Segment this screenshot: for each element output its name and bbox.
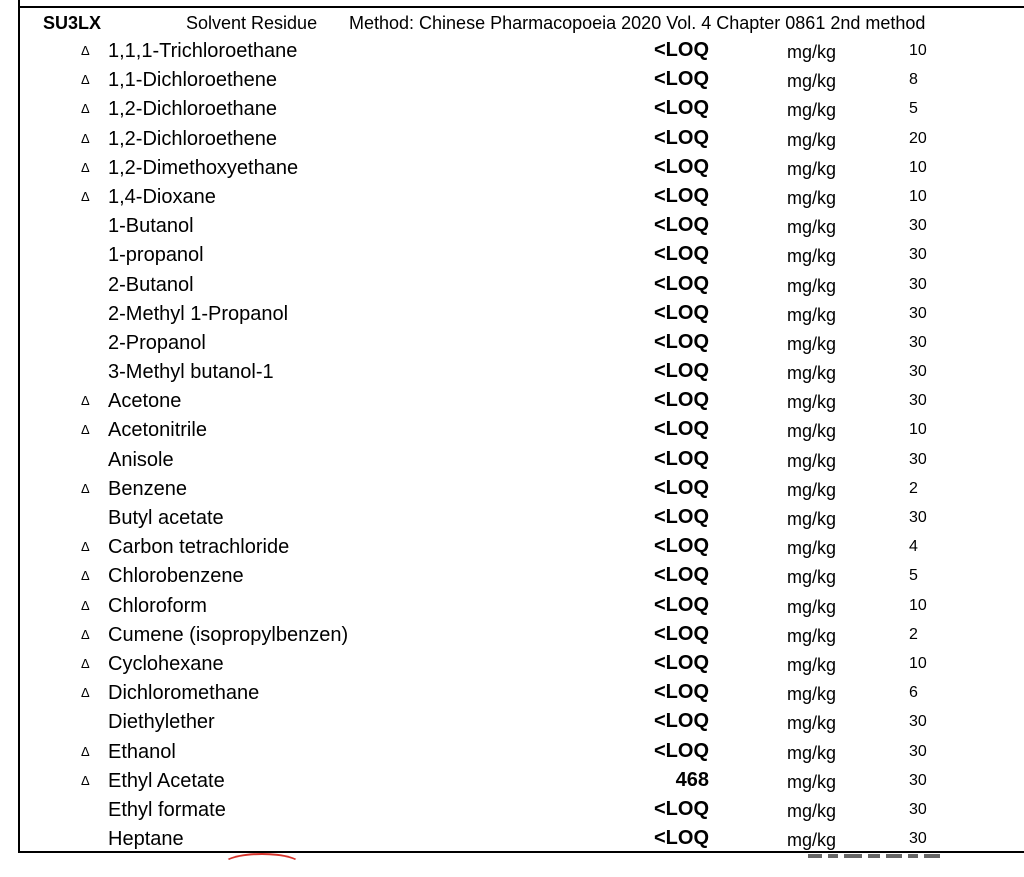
table-row (0, 212, 1024, 241)
analyte-name: Cyclohexane (108, 652, 224, 675)
result-value: <LOQ (653, 214, 709, 237)
unit-label: mg/kg (787, 363, 837, 384)
unit-label: mg/kg (787, 830, 837, 851)
analyte-name: 1,2-Dichloroethene (108, 127, 277, 150)
unit-label: mg/kg (787, 158, 837, 179)
limit-value: 2 (909, 625, 918, 643)
limit-value: 30 (909, 800, 927, 818)
table-row (0, 241, 1024, 270)
result-value: <LOQ (653, 360, 709, 383)
result-value: <LOQ (653, 506, 709, 528)
analyte-name: Chlorobenzene (108, 565, 244, 588)
table-row (0, 300, 1024, 329)
unit-label: mg/kg (787, 100, 837, 121)
limit-value: 4 (909, 538, 918, 556)
limit-value: 30 (909, 830, 927, 848)
test-code: SU3LX (43, 13, 102, 33)
result-value: <LOQ (653, 710, 709, 733)
limit-value: 10 (909, 596, 927, 614)
table-row (0, 504, 1024, 533)
triangle-icon: Δ (81, 43, 90, 58)
unit-label: mg/kg (787, 450, 837, 471)
table-row (0, 825, 1024, 854)
triangle-icon: Δ (81, 597, 90, 613)
limit-value: 30 (909, 363, 927, 381)
analyte-name: 1,4-Dioxane (108, 185, 216, 208)
limit-value: 10 (909, 158, 927, 176)
limit-value: 30 (909, 450, 927, 468)
analyte-name: Ethanol (108, 740, 176, 763)
limit-value: 8 (909, 71, 918, 89)
limit-value: 30 (909, 392, 927, 410)
table-row (0, 708, 1024, 737)
analyte-name: Ethyl formate (108, 798, 226, 821)
result-value: <LOQ (653, 651, 709, 674)
analyte-name: 2-Methyl 1-Propanol (108, 302, 289, 325)
limit-value: 10 (909, 187, 927, 205)
test-title: Solvent Residue (186, 13, 318, 33)
stamp-fragment (222, 853, 302, 877)
analyte-name: Butyl acetate (108, 507, 224, 529)
unit-label: mg/kg (787, 421, 837, 442)
unit-label: mg/kg (787, 304, 837, 325)
triangle-icon: Δ (81, 130, 90, 146)
table-row (0, 533, 1024, 562)
analyte-name: Dichloromethane (108, 682, 260, 705)
unit-label: mg/kg (787, 42, 837, 62)
analyte-name: 1-Butanol (108, 215, 194, 238)
unit-label: mg/kg (787, 800, 837, 821)
limit-value: 10 (909, 421, 927, 439)
limit-value: 2 (909, 479, 918, 497)
analyte-name: Benzene (108, 477, 187, 500)
limit-value: 30 (909, 713, 927, 731)
results-table (0, 37, 1024, 854)
result-value: <LOQ (653, 564, 709, 587)
unit-label: mg/kg (787, 275, 837, 296)
result-value: <LOQ (653, 622, 709, 645)
analyte-name: 3-Methyl butanol-1 (108, 361, 274, 384)
analyte-name: Diethylether (108, 711, 215, 734)
result-value: <LOQ (653, 155, 709, 178)
limit-value: 10 (909, 42, 927, 59)
result-value: <LOQ (653, 681, 709, 704)
unit-label: mg/kg (787, 596, 837, 617)
analyte-name: 1-propanol (108, 244, 204, 267)
result-value: <LOQ (653, 126, 709, 149)
unit-label: mg/kg (787, 625, 837, 646)
triangle-icon: Δ (81, 568, 90, 584)
triangle-icon: Δ (81, 72, 90, 88)
analyte-name: Acetone (108, 390, 182, 413)
triangle-icon: Δ (81, 393, 90, 409)
result-value: <LOQ (653, 68, 709, 91)
result-value: <LOQ (653, 418, 709, 441)
triangle-icon: Δ (81, 188, 90, 204)
limit-value: 30 (909, 246, 927, 264)
result-value: <LOQ (653, 301, 709, 324)
analyte-name: 1,1-Dichloroethene (108, 69, 277, 92)
section-header (0, 8, 1024, 36)
result-value: <LOQ (653, 593, 709, 616)
unit-label: mg/kg (787, 654, 837, 675)
unit-label: mg/kg (787, 392, 837, 413)
limit-value: 20 (909, 129, 927, 147)
unit-label: mg/kg (787, 187, 837, 208)
analyte-name: Chloroform (108, 594, 207, 617)
table-row (0, 767, 1024, 796)
triangle-icon: Δ (81, 772, 90, 788)
table-row (0, 183, 1024, 212)
result-value: <LOQ (653, 39, 709, 61)
table-row (0, 37, 1024, 66)
triangle-icon: Δ (81, 685, 90, 701)
triangle-icon: Δ (81, 159, 90, 175)
triangle-icon: Δ (81, 422, 90, 438)
analyte-name: 1,2-Dimethoxyethane (108, 156, 299, 179)
analyte-name: Ethyl Acetate (108, 769, 225, 792)
result-value: <LOQ (653, 97, 709, 120)
limit-value: 30 (909, 275, 927, 293)
table-row (0, 387, 1024, 416)
table-row (0, 592, 1024, 621)
analyte-name: 1,2-Dichloroethane (108, 98, 277, 121)
table-row (0, 446, 1024, 475)
unit-label: mg/kg (787, 71, 837, 92)
analyte-name: Anisole (108, 448, 174, 471)
table-row (0, 358, 1024, 387)
table-row (0, 650, 1024, 679)
unit-label: mg/kg (787, 246, 837, 267)
unit-label: mg/kg (787, 742, 837, 763)
table-row (0, 154, 1024, 183)
table-row (0, 271, 1024, 300)
analyte-name: 2-Propanol (108, 331, 206, 354)
analyte-name: 2-Butanol (108, 273, 194, 296)
limit-value: 30 (909, 304, 927, 322)
unit-label: mg/kg (787, 217, 837, 238)
result-value: <LOQ (653, 827, 709, 850)
limit-value: 6 (909, 684, 918, 702)
table-row (0, 329, 1024, 358)
triangle-icon: Δ (81, 101, 90, 117)
table-row (0, 95, 1024, 124)
analyte-name: Acetonitrile (108, 419, 207, 442)
limit-value: 30 (909, 771, 927, 789)
unit-label: mg/kg (787, 771, 837, 792)
table-row (0, 621, 1024, 650)
triangle-icon: Δ (81, 743, 90, 759)
table-row (0, 562, 1024, 591)
triangle-icon: Δ (81, 539, 90, 555)
unit-label: mg/kg (787, 567, 837, 588)
unit-label: mg/kg (787, 509, 837, 529)
result-value: <LOQ (653, 535, 709, 558)
result-value: <LOQ (653, 389, 709, 412)
result-value: <LOQ (653, 476, 709, 499)
unit-label: mg/kg (787, 538, 837, 559)
triangle-icon: Δ (81, 626, 90, 642)
result-value: 468 (675, 768, 709, 791)
limit-value: 30 (909, 333, 927, 351)
result-value: <LOQ (653, 243, 709, 266)
result-value: <LOQ (653, 739, 709, 762)
unit-label: mg/kg (787, 333, 837, 354)
unit-label: mg/kg (787, 129, 837, 150)
result-value: <LOQ (653, 330, 709, 353)
stamp-text-fragment (808, 854, 940, 858)
unit-label: mg/kg (787, 713, 837, 734)
table-row (0, 738, 1024, 767)
result-value: <LOQ (653, 184, 709, 207)
limit-value: 5 (909, 100, 918, 118)
limit-value: 30 (909, 509, 927, 526)
limit-value: 30 (909, 742, 927, 760)
analyte-name: Heptane (108, 828, 184, 851)
unit-label: mg/kg (787, 684, 837, 705)
table-row (0, 66, 1024, 95)
table-row (0, 416, 1024, 445)
result-value: <LOQ (653, 797, 709, 820)
triangle-icon: Δ (81, 655, 90, 671)
limit-value: 10 (909, 654, 927, 672)
limit-value: 30 (909, 217, 927, 235)
result-value: <LOQ (653, 447, 709, 470)
analyte-name: Carbon tetrachloride (108, 536, 290, 559)
unit-label: mg/kg (787, 479, 837, 500)
triangle-icon: Δ (81, 480, 90, 496)
table-row (0, 679, 1024, 708)
analyte-name: 1,1,1-Trichloroethane (108, 40, 298, 62)
table-row (0, 475, 1024, 504)
test-method: Method: Chinese Pharmacopoeia 2020 Vol. 4 Chapter 0861 2nd method (349, 13, 926, 33)
table-row (0, 125, 1024, 154)
result-value: <LOQ (653, 272, 709, 295)
table-row (0, 796, 1024, 825)
limit-value: 5 (909, 567, 918, 585)
analyte-name: Cumene (isopropylbenzen) (108, 623, 349, 646)
